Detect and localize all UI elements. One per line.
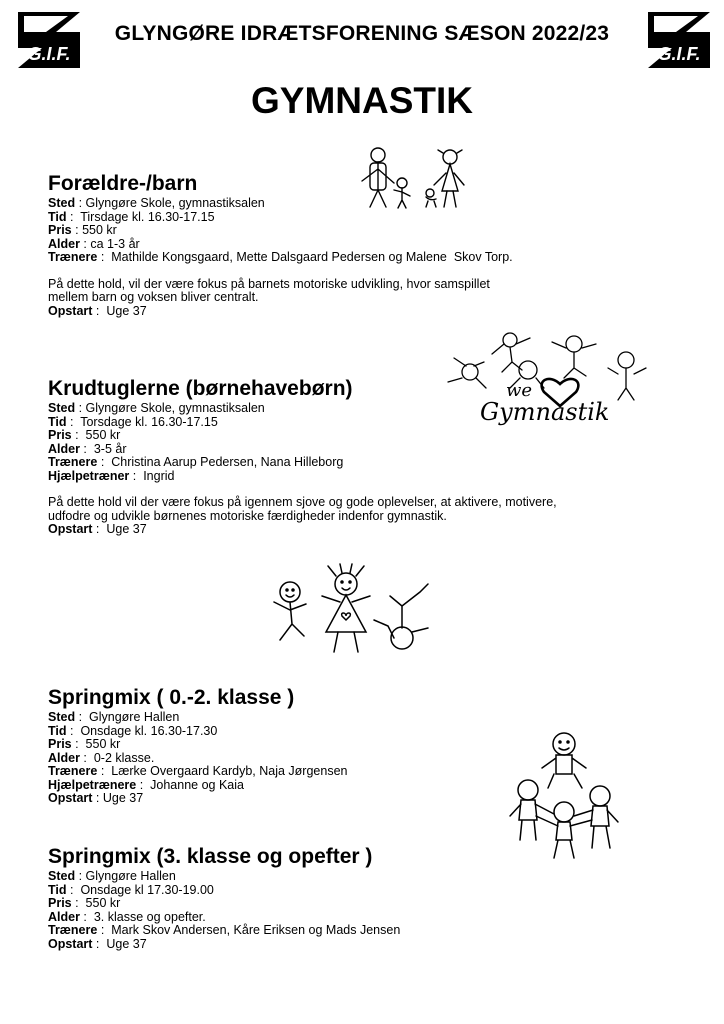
svg-text:we: we — [506, 380, 533, 401]
info-tid: Tid : Onsdage kl 17.30-19.00 — [48, 882, 214, 897]
info-traenere: Trænere : Christina Aarup Pedersen, Nana Hilleborg — [48, 455, 344, 469]
svg-text:G.I.F.: G.I.F. — [657, 44, 701, 64]
info-alder: Alder : 3. klasse og opefter. — [48, 909, 206, 924]
info-hjaelpetraenere: Hjælpetrænere : Johanne og Kaia — [48, 777, 244, 792]
section-title: Krudtuglerne (børnehavebørn) — [48, 377, 353, 400]
info-alder: Alder : ca 1-3 år — [48, 236, 140, 251]
header-title: GLYNGØRE IDRÆTSFORENING SÆSON 2022/23 — [114, 22, 610, 45]
info-sted: Sted : Glyngøre Skole, gymnastiksalen — [48, 401, 265, 415]
info-tid: Tid : Tirsdage kl. 16.30-17.15 — [48, 209, 215, 224]
info-alder: Alder : 3-5 år — [48, 441, 127, 456]
section-foraeldre-barn — [48, 172, 648, 318]
info-sted: Sted : Glyngøre Hallen — [48, 869, 176, 883]
info-traenere: Trænere : Mathilde Kongsgaard, Mette Dalsgaard Pedersen og Malene Skov Torp. — [48, 250, 513, 264]
section-title: Forældre-/barn — [48, 172, 198, 195]
page-title: GYMNASTIK — [251, 80, 473, 121]
info-hjaelpetraener: Hjælpetræner : Ingrid — [48, 468, 175, 483]
info-opstart: Opstart : Uge 37 — [48, 303, 147, 318]
section-description: På dette hold, vil der være fokus på barnets motoriske udvikling, hvor samspillet mellem barn og voksen bliver centralt. — [48, 276, 490, 304]
svg-text:Gymnastik: Gymnastik — [480, 398, 610, 426]
info-opstart: Opstart : Uge 37 — [48, 791, 144, 805]
info-sted: Sted : Glyngøre Hallen — [48, 710, 180, 724]
info-traenere: Trænere : Mark Skov Andersen, Kåre Eriksen og Mads Jensen — [48, 923, 401, 937]
section-title: Springmix (3. klasse og opefter ) — [48, 845, 373, 868]
info-opstart: Opstart : Uge 37 — [48, 522, 147, 536]
info-sted: Sted : Glyngøre Skole, gymnastiksalen — [48, 196, 265, 210]
info-alder: Alder : 0-2 klasse. — [48, 750, 155, 765]
info-tid: Tid : Torsdage kl. 16.30-17.15 — [48, 414, 218, 429]
info-pris: Pris : 550 kr — [48, 428, 121, 442]
section-title: Springmix ( 0.-2. klasse ) — [48, 686, 295, 709]
section-description: På dette hold vil der være fokus på igennem sjove og gode oplevelser, at aktivere, motivere, udfodre og udvikle børnenes motoriske færdigheder indenfor gymnastik. — [48, 495, 557, 523]
family-illustration — [350, 145, 480, 215]
svg-text:G.I.F.: G.I.F. — [27, 44, 71, 64]
info-tid: Tid : Onsdage kl. 16.30-17.30 — [48, 723, 218, 738]
human-pyramid-illustration — [494, 728, 634, 863]
info-pris: Pris : 550 kr — [48, 896, 121, 910]
info-opstart: Opstart : Uge 37 — [48, 936, 147, 951]
info-traenere: Trænere : Lærke Overgaard Kardyb, Naja Jørgensen — [48, 764, 348, 778]
playing-kids-illustration — [262, 562, 442, 662]
info-pris: Pris : 550 kr — [48, 737, 121, 751]
we-love-gymnastik-illustration — [440, 322, 666, 426]
info-pris: Pris : 550 kr — [48, 223, 117, 237]
